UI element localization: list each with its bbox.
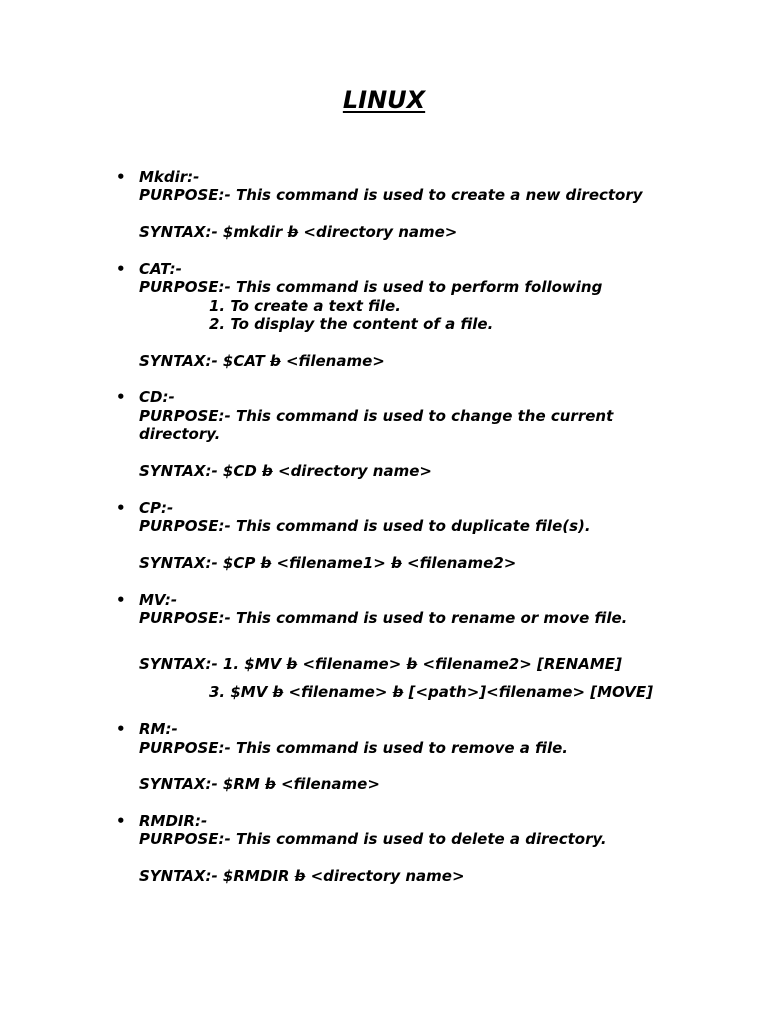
blank-marker: b [392,683,404,701]
mv-syntax-rename: SYNTAX:- 1. $MV b <filename> b <filename2> [RENAME] [139,655,622,673]
blank-marker: b [260,554,272,572]
cd-purpose-cont: directory. [139,425,221,443]
cd-syntax: SYNTAX:- $CD b <directory name> [139,462,432,480]
cat-purpose: PURPOSE:- This command is used to perform following [139,278,603,296]
blank-marker: b [391,554,402,572]
mv-heading: MV:- [139,591,178,609]
cat-item-1: 1. To create a text file. [209,297,401,315]
cp-purpose: PURPOSE:- This command is used to duplicate file(s). [139,517,591,535]
blank-marker: b [287,223,299,241]
page-title: LINUX [342,86,426,114]
blank-marker: b [262,462,273,480]
cat-heading: CAT:- [139,260,182,278]
bullet-icon: • [116,499,126,517]
cp-heading: CP:- [139,499,174,517]
bullet-icon: • [116,812,126,830]
cat-item-2: 2. To display the content of a file. [209,315,494,333]
blank-marker: b [286,655,298,673]
rm-syntax: SYNTAX:- $RM b <filename> [139,775,380,793]
blank-marker: b [406,655,418,673]
rmdir-heading: RMDIR:- [139,812,208,830]
rm-heading: RM:- [139,720,178,738]
mkdir-heading: Mkdir:- [139,168,200,186]
cat-syntax: SYNTAX:- $CAT b <filename> [139,352,385,370]
rmdir-purpose: PURPOSE:- This command is used to delete a directory. [139,830,607,848]
bullet-icon: • [116,720,126,738]
mv-syntax-move: 3. $MV b <filename> b [<path>]<filename> [MOVE] [209,683,653,701]
cd-purpose: PURPOSE:- This command is used to change the current [139,407,614,425]
cd-heading: CD:- [139,388,175,406]
rm-purpose: PURPOSE:- This command is used to remove a file. [139,739,568,757]
cp-syntax: SYNTAX:- $CP b <filename1> b <filename2> [139,554,517,572]
rmdir-syntax: SYNTAX:- $RMDIR b <directory name> [139,867,465,885]
mv-purpose: PURPOSE:- This command is used to rename or move file. [139,609,628,627]
mkdir-purpose: PURPOSE:- This command is used to create a new directory [139,186,643,204]
bullet-icon: • [116,260,126,278]
mkdir-syntax: SYNTAX:- $mkdir b <directory name> [139,223,458,241]
bullet-icon: • [116,168,126,186]
blank-marker: b [294,867,306,885]
bullet-icon: • [116,591,126,609]
bullet-icon: • [116,388,126,406]
blank-marker: b [272,683,284,701]
blank-marker: b [265,775,276,793]
blank-marker: b [269,352,281,370]
